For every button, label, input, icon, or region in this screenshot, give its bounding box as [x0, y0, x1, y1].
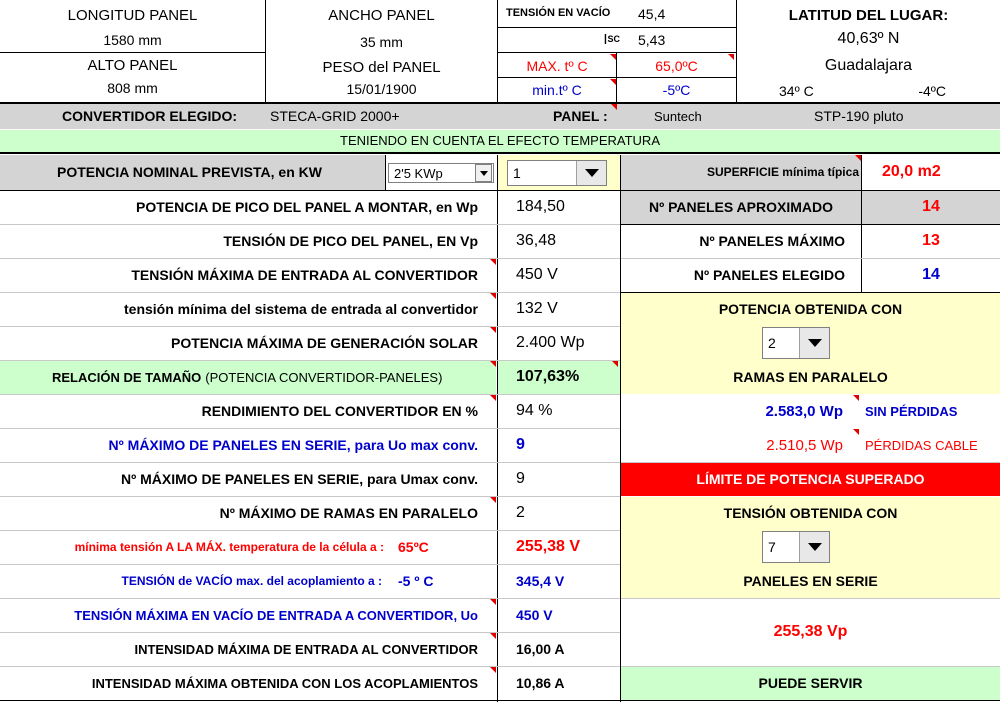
max-temp-value: 65,0ºC — [655, 57, 698, 74]
comment-marker — [728, 54, 734, 60]
row-divider — [0, 394, 620, 395]
row-value: 36,48 — [516, 232, 557, 250]
row-value: 450 V — [516, 266, 558, 284]
divider — [0, 152, 1000, 154]
row-divider — [621, 258, 1000, 259]
grid-line — [497, 155, 498, 190]
chevron-down-icon[interactable] — [475, 164, 492, 182]
ramas-select-value: 2 — [768, 335, 776, 351]
comment-marker — [490, 667, 496, 673]
relacion-label-note: (POTENCIA CONVERTIDOR-PANELES) — [205, 369, 443, 385]
row-label: TENSIÓN DE PICO DEL PANEL, EN Vp — [223, 233, 478, 250]
peso-label: PESO del PANEL — [322, 59, 441, 77]
comment-marker — [490, 259, 496, 265]
row-label: Nº MÁXIMO DE PANELES EN SERIE, para Uo max conv. — [108, 437, 478, 454]
ancho-label: ANCHO PANEL — [328, 6, 435, 24]
row-label: POTENCIA MÁXIMA DE GENERACIÓN SOLAR — [171, 335, 478, 352]
comment-marker — [490, 497, 496, 503]
perdidas-value: 2.510,5 Wp — [766, 436, 843, 454]
row-label: mínima tensión A LA MÁX. temperatura de la célula a : — [74, 540, 384, 555]
multiplier-select[interactable] — [507, 160, 607, 186]
alto-label: ALTO PANEL — [87, 56, 178, 74]
latitud-label: LATITUD DEL LUGAR: — [788, 7, 949, 25]
row-divider — [0, 428, 620, 429]
paneles-elegido-value: 14 — [922, 266, 940, 284]
panel-model: STP-190 pluto — [814, 108, 904, 125]
row-value: 10,86 A — [516, 675, 565, 692]
row-value: 9 — [516, 470, 525, 488]
row-label: Nº MÁXIMO DE PANELES EN SERIE, para Umax conv. — [120, 471, 478, 488]
serie-select[interactable] — [762, 531, 830, 563]
row-label-temp: -5 º C — [398, 573, 434, 590]
comment-marker — [612, 361, 618, 367]
divider — [616, 53, 617, 103]
row-value: 132 V — [516, 300, 558, 318]
row-label: tensión mínima del sistema de entrada al convertidor — [124, 301, 478, 318]
serie-label: PANELES EN SERIE — [743, 573, 878, 590]
superficie-label: SUPERFICIE mínima típica — [621, 155, 861, 190]
tension-vacio-value: 45,4 — [638, 5, 666, 22]
row-value: 16,00 A — [516, 641, 565, 658]
row-divider — [621, 224, 1000, 225]
comment-marker — [611, 104, 617, 110]
comment-marker — [853, 429, 859, 435]
grid-line — [497, 190, 498, 702]
comment-marker — [490, 327, 496, 333]
potencia-obtenida-title: POTENCIA OBTENIDA CON — [718, 301, 903, 318]
min-temp-label: min.tº C — [532, 81, 582, 98]
chevron-down-icon[interactable] — [576, 161, 606, 185]
potencia-nominal-select-value: 2'5 KWp — [394, 165, 443, 181]
row-value: 9 — [516, 436, 525, 454]
row-value: 2.400 Wp — [516, 334, 585, 352]
row-divider — [0, 700, 1000, 701]
chevron-down-icon[interactable] — [799, 532, 829, 562]
row-value: 94 % — [516, 402, 553, 420]
city-name: Guadalajara — [824, 56, 913, 74]
row-divider — [0, 632, 620, 633]
row-value: 107,63% — [498, 361, 620, 394]
latitud-value: 40,63º N — [837, 29, 900, 47]
comment-marker — [490, 395, 496, 401]
chevron-down-icon[interactable] — [799, 328, 829, 358]
longitud-value: 1580 mm — [103, 31, 162, 48]
potencia-nominal-select[interactable] — [388, 163, 494, 183]
max-temp-label: MAX. tº C — [526, 57, 588, 74]
serie-select-value: 7 — [768, 539, 776, 555]
tension-obtenida-title: TENSIÓN OBTENIDA CON — [723, 505, 898, 522]
longitud-label: LONGITUD PANEL — [67, 6, 198, 24]
limite-alert: LÍMITE DE POTENCIA SUPERADO — [621, 463, 1000, 496]
vp-value: 255,38 Vp — [773, 623, 848, 641]
perdidas-label: PÉRDIDAS CABLE — [865, 437, 978, 453]
comment-marker — [490, 633, 496, 639]
ancho-value: 35 mm — [360, 33, 403, 50]
paneles-aprox-label: Nº PANELES APROXIMADO — [621, 191, 861, 224]
panel-brand: Suntech — [654, 108, 702, 124]
temp-low: -4ºC — [918, 82, 946, 99]
row-divider — [0, 258, 620, 259]
row-label-temp: 65ºC — [398, 539, 429, 556]
tension-vacio-label: TENSIÓN EN VACÍO — [506, 7, 611, 20]
ramas-label: RAMAS EN PARALELO — [733, 369, 888, 386]
alto-value: 808 mm — [107, 79, 158, 96]
ramas-select[interactable] — [762, 327, 830, 359]
isc-letter: I — [603, 31, 608, 49]
divider — [736, 0, 737, 103]
puede-servir: PUEDE SERVIR — [621, 667, 1000, 700]
row-divider — [0, 224, 620, 225]
row-label: POTENCIA DE PICO DEL PANEL A MONTAR, en Wp — [136, 199, 478, 216]
grid-line — [385, 155, 386, 190]
row-label: RENDIMIENTO DEL CONVERTIDOR EN % — [201, 403, 478, 420]
row-divider — [0, 496, 620, 497]
row-divider — [0, 462, 620, 463]
row-divider — [0, 292, 620, 293]
relacion-label-text: RELACIÓN DE TAMAÑO — [52, 369, 202, 385]
row-divider — [0, 598, 620, 599]
row-divider — [0, 564, 620, 565]
row-divider — [0, 326, 620, 327]
row-value: 2 — [516, 504, 525, 522]
divider — [497, 77, 736, 78]
row-label: TENSIÓN MÁXIMA EN VACÍO DE ENTRADA A CONVERTIDOR, Uo — [74, 607, 478, 623]
divider — [265, 0, 266, 103]
divider — [497, 52, 736, 53]
sin-perdidas-value: 2.583,0 Wp — [765, 402, 843, 420]
temperature-banner: TENIENDO EN CUENTA EL EFECTO TEMPERATURA — [0, 130, 1000, 152]
paneles-max-value: 13 — [922, 232, 940, 250]
row-label: INTENSIDAD MÁXIMA OBTENIDA CON LOS ACOPLAMIENTOS — [91, 675, 478, 691]
comment-marker — [490, 599, 496, 605]
peso-value: 15/01/1900 — [346, 80, 417, 97]
isc-subscript: SC — [607, 34, 620, 45]
isc-label — [498, 28, 628, 52]
row-value: 450 V — [516, 607, 553, 624]
row-label: TENSIÓN de VACÍO max. del acoplamiento a : — [121, 574, 382, 589]
row-value: 184,50 — [516, 198, 565, 216]
divider — [0, 52, 265, 53]
converter-value: STECA-GRID 2000+ — [270, 108, 400, 125]
panel-label: PANEL : — [553, 108, 608, 125]
superficie-value: 20,0 m2 — [882, 163, 941, 181]
paneles-max-label: Nº PANELES MÁXIMO — [699, 233, 845, 250]
paneles-aprox-value: 14 — [862, 191, 1000, 224]
comment-marker — [853, 395, 859, 401]
potencia-nominal-label: POTENCIA NOMINAL PREVISTA, en KW — [0, 155, 385, 190]
row-label: INTENSIDAD MÁXIMA DE ENTRADA AL CONVERTIDOR — [134, 641, 478, 657]
row-label: Nº MÁXIMO DE RAMAS EN PARALELO — [219, 505, 478, 522]
row-divider — [0, 360, 620, 361]
comment-marker — [490, 361, 496, 367]
min-temp-value: -5ºC — [662, 81, 691, 98]
row-divider — [0, 666, 620, 667]
row-label: TENSIÓN MÁXIMA DE ENTRADA AL CONVERTIDOR — [131, 267, 478, 284]
sin-perdidas-label: SIN PÉRDIDAS — [865, 403, 958, 419]
paneles-elegido-label: Nº PANELES ELEGIDO — [693, 267, 845, 284]
divider — [497, 27, 736, 28]
temp-high: 34º C — [779, 82, 814, 99]
converter-label: CONVERTIDOR ELEGIDO: — [62, 108, 238, 125]
comment-marker — [490, 293, 496, 299]
multiplier-select-value: 1 — [513, 165, 521, 181]
row-value: 255,38 V — [516, 538, 581, 556]
row-value: 345,4 V — [516, 573, 565, 590]
converter-row — [0, 104, 1000, 129]
relacion-label — [0, 361, 496, 394]
row-divider — [0, 530, 620, 531]
isc-value: 5,43 — [638, 31, 666, 48]
